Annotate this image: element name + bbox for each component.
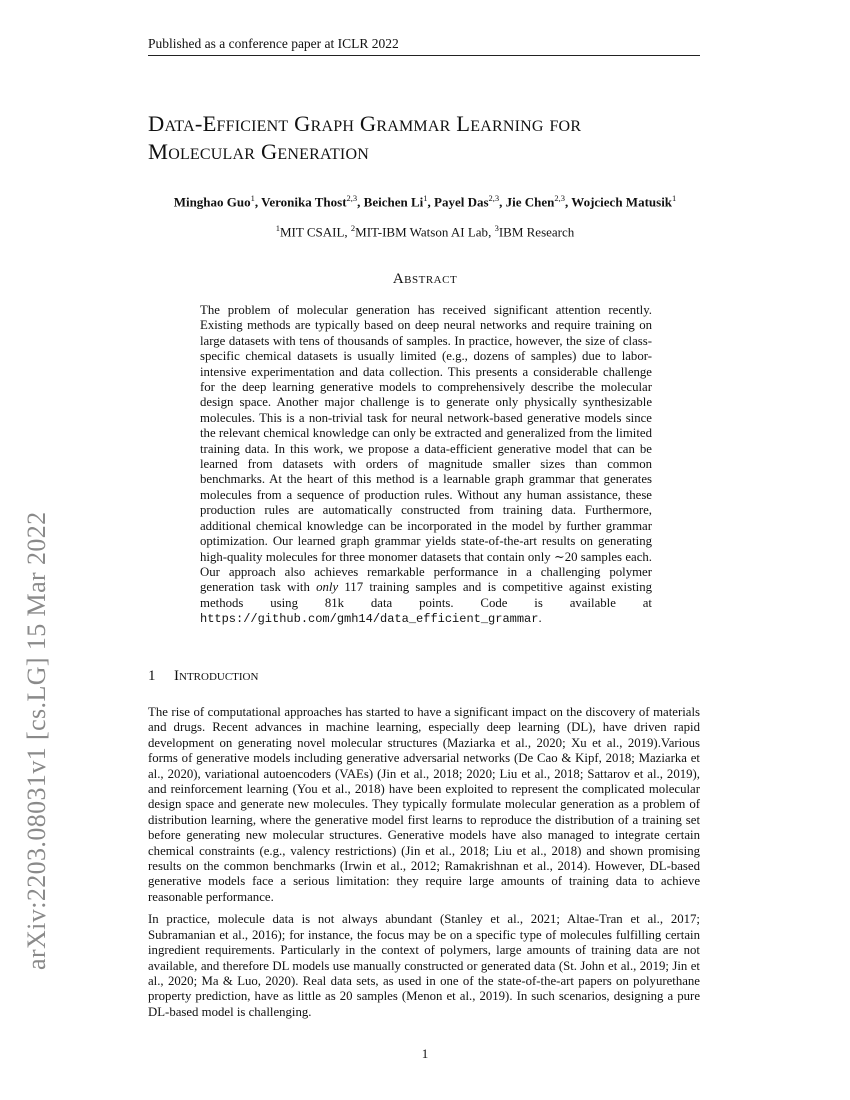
affiliation-mark: 1 bbox=[275, 223, 280, 233]
running-header: Published as a conference paper at ICLR 2022 bbox=[148, 36, 700, 56]
abstract-body bbox=[200, 303, 652, 628]
paragraph: The rise of computational approaches has started to have a significant impact on the discovery of materials and drugs. Recent advances in machine learning, especially deep learning (DL), have driven rapid development on generating novel molecular structures (Maziarka et al., 2020; Xu et al., 2019).Various forms of generative models including generative adversarial networks (De Cao & Kipf, 2018; Maziarka et al., 2020), variational autoencoders (VAEs) (Jin et al., 2018; 2020; Liu et al., 2018; Sattarov et al., 2019), and reinforcement learning (You et al., 2018) have been exploited to represent the complicated molecular design space and generate new molecules. They typically formulate molecular generation as a problem of distribution learning, where the generative model first learns to reproduce the distribution of a training set before generating new molecular structures. Generative models have also managed to integrate certain chemical constraints (e.g., valency restrictions) (Jin et al., 2018; Liu et al., 2018) and shown promising results on the common benchmarks (Irwin et al., 2012; Ramakrishnan et al., 2014). However, DL-based generative models face a serious limitation: they require large amounts of training data to achieve reasonable performance. bbox=[148, 705, 700, 904]
author-affiliation-mark: 1 bbox=[672, 193, 677, 203]
section-heading-introduction bbox=[148, 668, 700, 685]
arxiv-identifier-sidebar: arXiv:2203.08031v1 [cs.LG] 15 Mar 2022 bbox=[22, 511, 51, 970]
affiliation-name: MIT-IBM Watson AI Lab bbox=[355, 224, 489, 240]
affiliation-mark: 3 bbox=[494, 223, 499, 233]
section-number: 1 bbox=[148, 668, 156, 684]
author-name: Payel Das bbox=[434, 194, 489, 210]
abstract-emphasis: only bbox=[316, 580, 339, 595]
author-list: Minghao Guo$^1$, Veronika Thost$^{2,3}$, Beichen Li$^1$, Payel Das$^{2,3}$, Jie Chen$^{2,3}$, Wojciech Matusik$^1$ bbox=[173, 193, 677, 210]
author-affiliation-mark: 1 bbox=[423, 193, 428, 203]
code-repository-link[interactable]: https://github.com/gmh14/data_efficient_grammar bbox=[200, 612, 539, 627]
page-number: 1 bbox=[421, 1046, 429, 1061]
affiliations: $^1$MIT CSAIL, $^2$MIT-IBM Watson AI Lab, $^3$IBM Research bbox=[275, 223, 575, 240]
abstract-heading: Abstract bbox=[392, 271, 458, 287]
author-affiliation-mark: 2,3 bbox=[346, 193, 358, 203]
author-name: Minghao Guo bbox=[173, 194, 251, 210]
author-affiliation-mark: 2,3 bbox=[554, 193, 566, 203]
affiliation-name: IBM Research bbox=[498, 224, 575, 240]
affiliation-mark: 2 bbox=[350, 223, 356, 233]
affiliation-name: MIT CSAIL bbox=[279, 224, 345, 240]
abstract-text-continued: 117 training samples and is competitive against existing methods using 81k data points. Code is available at bbox=[200, 580, 652, 610]
introduction-body bbox=[148, 705, 700, 1027]
author-name: Jie Chen bbox=[505, 194, 555, 210]
title-line-1: Data-Efficient Graph Grammar Learning for bbox=[148, 111, 582, 136]
abstract-text: The problem of molecular generation has received significant attention recently. Existing methods are typically based on deep neural networks and require training on large datasets with tens of thousands of samples. In practice, however, the size of class-specific chemical datasets is usually limited (e.g., dozens of samples) due to labor-intensive experimentation and data collection. This presents a considerable challenge for the deep learning generative models to comprehensively describe the molecular design space. Another major challenge is to generate only physically synthesizable molecules. This is a non-trivial task for neural network-based generative models since the relevant chemical knowledge can only be extracted and generalized from the limited training data. In this work, we propose a data-efficient generative model that can be learned from datasets with orders of magnitude smaller sizes than common benchmarks. At the heart of this method is a learnable graph grammar that generates molecules from a sequence of production rules. Without any human assistance, these production rules are automatically constructed from training data. Furthermore, additional chemical knowledge can be incorporated in the model by further grammar optimization. Our learned graph grammar yields state-of-the-art results on generating high-quality molecules for three monomer datasets that contain only ∼20 samples each. Our approach also achieves remarkable performance in a challenging polymer generation task with bbox=[200, 303, 652, 595]
author-name: Veronika Thost bbox=[261, 194, 347, 210]
paper-title bbox=[148, 110, 708, 166]
author-name: Beichen Li bbox=[363, 194, 424, 210]
author-affiliation-mark: 2,3 bbox=[488, 193, 500, 203]
author-name: Wojciech Matusik bbox=[571, 194, 673, 210]
paragraph: In practice, molecule data is not always abundant (Stanley et al., 2021; Altae-Tran et al., 2017; Subramanian et al., 2016); for instance, the focus may be on a specific type of molecules fulfilling certain ingredient requirements. Particularly in the context of polymers, large amounts of training data are not available, and therefore DL models use manually constructed or generated data (St. John et al., 2019; Jin et al., 2020; Ma & Luo, 2020). Real data sets, as used in one of the state-of-the-art papers on polyurethane property prediction, have as little as 20 samples (Menon et al., 2019). In such scenarios, designing a pure DL-based model is challenging. bbox=[148, 912, 700, 1019]
abstract-end: . bbox=[538, 611, 542, 626]
author-affiliation-mark: 1 bbox=[250, 193, 255, 203]
section-title: Introduction bbox=[174, 668, 259, 684]
title-line-2: Molecular Generation bbox=[148, 139, 369, 164]
